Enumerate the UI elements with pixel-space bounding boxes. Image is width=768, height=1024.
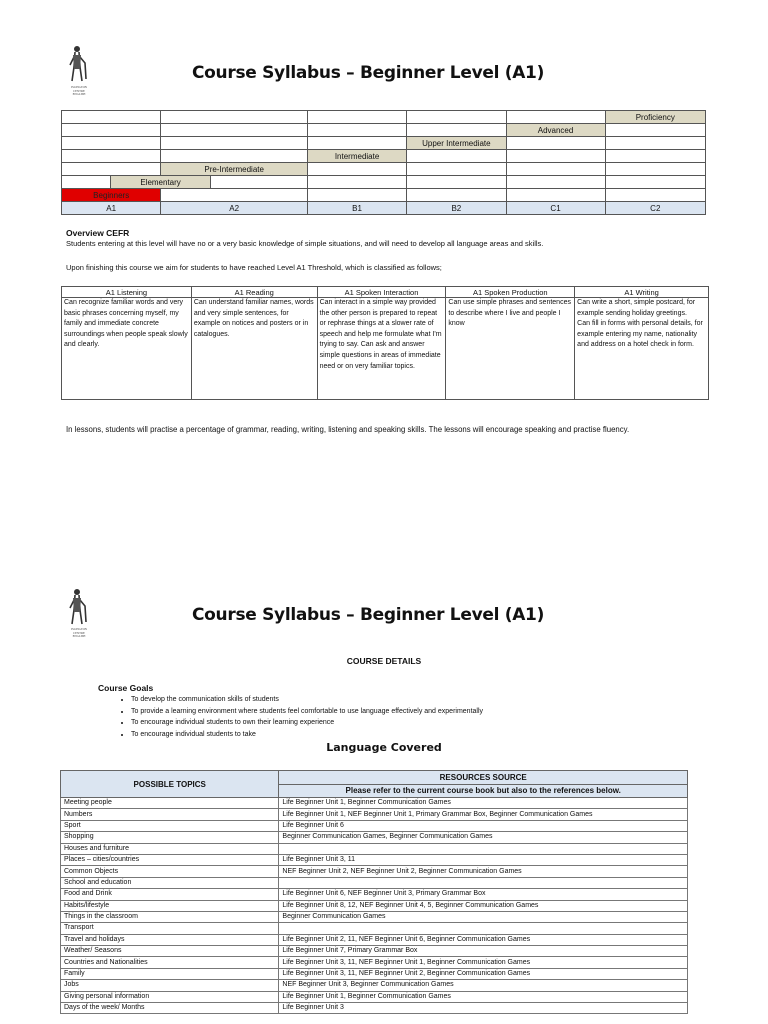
topic-cell: Meeting people (61, 798, 279, 809)
logo-text (66, 628, 92, 639)
topic-cell: Jobs (61, 980, 279, 991)
source-cell (279, 877, 688, 888)
level-intermediate: Intermediate (307, 150, 406, 163)
source-cell: Life Beginner Unit 7, Primary Grammar Box (279, 946, 688, 957)
table-row (61, 854, 688, 865)
level-code: C2 (605, 202, 705, 215)
level-code: B1 (307, 202, 406, 215)
topic-cell: Sport (61, 820, 279, 831)
level-advanced-label: Advanced (537, 125, 574, 135)
table-row (61, 900, 688, 911)
cefr-cell-reading: Can understand familiar names, words and very simple sentences, for example on notices and posters or in catalogues. (191, 298, 317, 400)
source-cell: Beginner Communication Games, Beginner Communication Games (279, 832, 688, 843)
resources-note: Please refer to the current course book but also to the references below. (279, 784, 688, 798)
topic-cell: Countries and Nationalities (61, 957, 279, 968)
overview-heading: Overview CEFR (66, 228, 130, 238)
topic-cell: Days of the week/ Months (61, 1003, 279, 1014)
topic-cell: Habits/lifestyle (61, 900, 279, 911)
table-row (61, 798, 688, 809)
lessons-text: In lessons, students will practise a percentage of grammar, reading, writing, listening and speaking skills. The lessons will encourage speaking and practise fluency. (66, 425, 630, 434)
cefr-cell-listening: Can recognize familiar words and very basic phrases concerning myself, my family and immediate concrete surroundings when people speak slowly and clearly. (62, 298, 192, 400)
topic-cell: Houses and furniture (61, 843, 279, 854)
logo-line: ISLINGTON (71, 627, 87, 631)
table-row (61, 877, 688, 888)
source-cell: Life Beginner Unit 1, Beginner Communication Games (279, 798, 688, 809)
topic-cell: Family (61, 968, 279, 979)
threshold-text: Upon finishing this course we aim for students to have reached Level A1 Threshold, which is classified as follows; (66, 263, 442, 272)
table-row (61, 968, 688, 979)
resources-header: RESOURCES SOURCE (279, 771, 688, 785)
table-row (61, 980, 688, 991)
cefr-header: A1 Listening (62, 287, 192, 298)
topic-cell: Travel and holidays (61, 934, 279, 945)
overview-text: Students entering at this level will have no or a very basic knowledge of simple situations, and will need to develop all language areas and skills. (66, 239, 544, 248)
source-cell: Beginner Communication Games (279, 911, 688, 922)
level-code: C1 (506, 202, 605, 215)
table-row (61, 832, 688, 843)
level-upper-intermediate: Upper Intermediate (407, 137, 506, 150)
level-code: B2 (407, 202, 506, 215)
source-cell (279, 923, 688, 934)
goal-item: • To provide a learning environment where students feel comfortable to use language effectively and experimentally (131, 706, 483, 718)
table-row (61, 866, 688, 877)
level-elementary: Elementary (110, 176, 211, 189)
cefr-header: A1 Writing (575, 287, 709, 298)
course-goals-heading: Course Goals (98, 683, 154, 693)
cefr-header: A1 Spoken Production (446, 287, 575, 298)
cefr-header: A1 Spoken Interaction (317, 287, 446, 298)
source-cell (279, 843, 688, 854)
level-proficiency: Proficiency (605, 111, 705, 124)
logo-line: CENTRE (73, 630, 85, 635)
source-cell: Life Beginner Unit 8, 12, NEF Beginner Unit 4, 5, Beginner Communication Games (279, 900, 688, 911)
resources-table (60, 770, 688, 1014)
source-cell: Life Beginner Unit 6, NEF Beginner Unit 3, Primary Grammar Box (279, 889, 688, 900)
source-cell: Life Beginner Unit 1, Beginner Communication Games (279, 991, 688, 1002)
cefr-cell-writing: Can write a short, simple postcard, for example sending holiday greetings. Can fill in forms with personal details, for example entering my name, nationality and address on a hotel check in form. (575, 298, 709, 400)
topic-cell: Shopping (61, 832, 279, 843)
topic-cell: Transport (61, 923, 279, 934)
source-cell: NEF Beginner Unit 2, NEF Beginner Unit 2, Beginner Communication Games (279, 866, 688, 877)
source-cell: Life Beginner Unit 3, 11, NEF Beginner Unit 2, Beginner Communication Games (279, 968, 688, 979)
level-code: A1 (62, 202, 161, 215)
topics-header: POSSIBLE TOPICS (61, 771, 279, 798)
cefr-cell-spoken-production: Can use simple phrases and sentences to describe where I live and people I know (446, 298, 575, 400)
table-row (61, 843, 688, 854)
table-row (61, 957, 688, 968)
logo-text (66, 86, 92, 97)
goal-item: • To encourage individual students to take (131, 729, 483, 741)
table-row (61, 889, 688, 900)
source-cell: NEF Beginner Unit 3, Beginner Communication Games (279, 980, 688, 991)
topic-cell: Giving personal information (61, 991, 279, 1002)
topic-cell: Things in the classroom (61, 911, 279, 922)
topic-cell: Common Objects (61, 866, 279, 877)
table-row (61, 946, 688, 957)
source-cell: Life Beginner Unit 3, 11, NEF Beginner Unit 1, Beginner Communication Games (279, 957, 688, 968)
table-row (61, 1003, 688, 1014)
logo-line: ENGLISH (72, 634, 86, 638)
source-cell: Life Beginner Unit 6 (279, 820, 688, 831)
level-pre-intermediate: Pre-Intermediate (161, 163, 308, 176)
cefr-cell-spoken-interaction: Can interact in a simple way provided the other person is prepared to repeat or rephrase things at a slower rate of speech and help me formulate what I'm trying to say. Can ask and answer simple questions in areas of immediate need or on very familiar topics. (317, 298, 446, 400)
levels-table (61, 110, 706, 215)
source-cell: Life Beginner Unit 1, NEF Beginner Unit 1, Primary Grammar Box, Beginner Communication Games (279, 809, 688, 820)
table-row (61, 923, 688, 934)
level-code: A2 (161, 202, 308, 215)
table-row (61, 911, 688, 922)
table-row (61, 934, 688, 945)
topic-cell: Numbers (61, 809, 279, 820)
source-cell: Life Beginner Unit 3, 11 (279, 854, 688, 865)
cefr-header: A1 Reading (191, 287, 317, 298)
level-beginners: Beginners (62, 189, 161, 202)
table-row (61, 991, 688, 1002)
logo-line: CENTRE (73, 88, 85, 93)
goal-item: • To develop the communication skills of students (131, 694, 483, 706)
course-goals-list (113, 694, 483, 740)
resources-table-body (61, 798, 688, 1014)
table-row (61, 809, 688, 820)
logo-line: ISLINGTON (71, 85, 87, 89)
table-row (61, 820, 688, 831)
page-title: Course Syllabus – Beginner Level (A1) (192, 63, 545, 83)
page-title: Course Syllabus – Beginner Level (A1) (192, 605, 545, 625)
cefr-table (61, 286, 709, 400)
logo-line: ENGLISH (72, 92, 86, 96)
source-cell: Life Beginner Unit 2, 11, NEF Beginner Unit 6, Beginner Communication Games (279, 934, 688, 945)
goal-item: • To encourage individual students to own their learning experience (131, 717, 483, 729)
topic-cell: Weather/ Seasons (61, 946, 279, 957)
language-covered-heading: Language Covered (326, 741, 442, 754)
level-advanced (506, 124, 605, 137)
topic-cell: School and education (61, 877, 279, 888)
source-cell: Life Beginner Unit 3 (279, 1003, 688, 1014)
topic-cell: Places – cities/countries (61, 854, 279, 865)
topic-cell: Food and Drink (61, 889, 279, 900)
course-details-heading: COURSE DETAILS (346, 656, 422, 666)
